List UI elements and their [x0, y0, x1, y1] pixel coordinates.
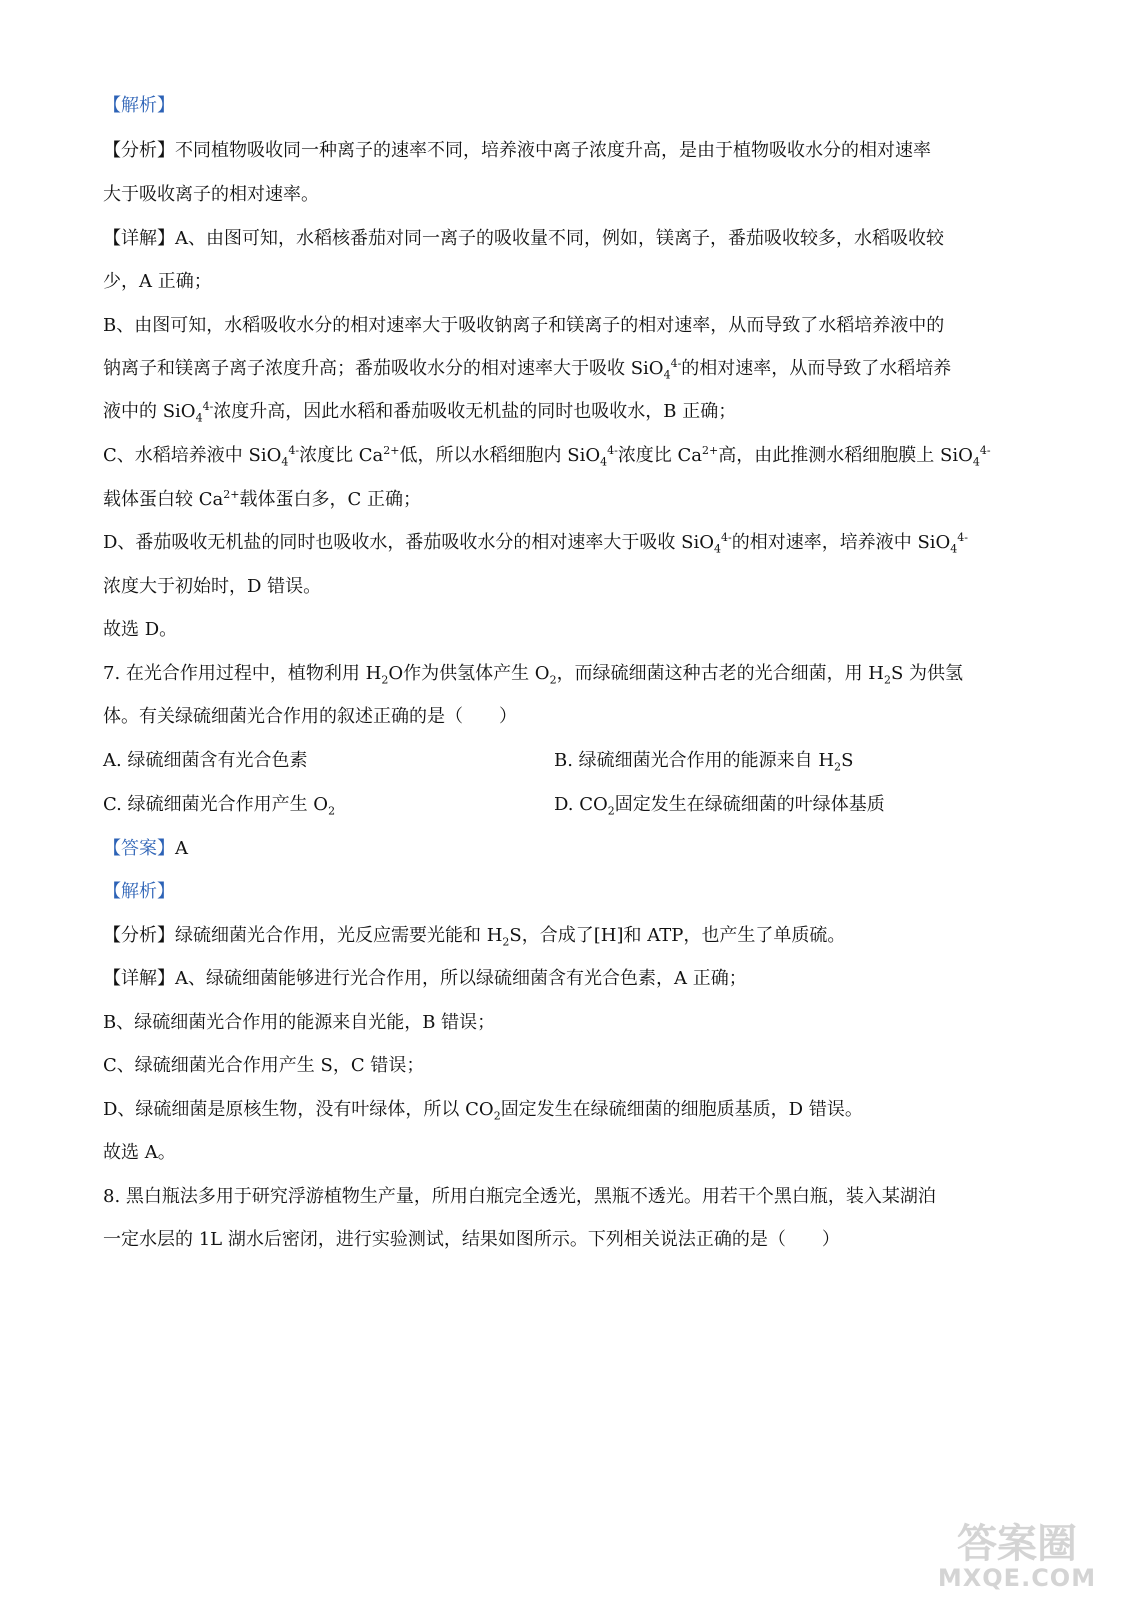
- text-segment: 7. 在光合作用过程中，植物利用 H: [103, 663, 382, 684]
- subscript: 4: [714, 542, 721, 556]
- fenxi-line-2: 大于吸收离子的相对速率。: [103, 184, 319, 205]
- q7-xiangjie-a-line: [103, 967, 747, 991]
- q7-xiangjie-c-line: C、绿硫细菌光合作用产生 S，C 错误；: [103, 1055, 425, 1076]
- xiangjie-c-line-2: [103, 488, 421, 512]
- subscript: 2: [549, 673, 557, 687]
- choose-line-6: 故选 D。: [103, 619, 178, 640]
- choose-line-7: 故选 A。: [103, 1142, 176, 1163]
- superscript: 4-: [670, 357, 682, 370]
- text-segment: S，合成了[H]和 ATP，也产生了单质硫。: [509, 925, 846, 946]
- q7-jiexi-heading: 【解析】: [103, 881, 175, 902]
- text-segment: C. 绿硫细菌光合作用产生 O: [103, 794, 329, 815]
- text-segment: ，而绿硫细菌这种古老的光合细菌，用 H: [556, 663, 884, 684]
- superscript: 4-: [979, 444, 991, 457]
- subscript: 2: [884, 673, 891, 687]
- text-segment: 浓度比 Ca: [299, 445, 384, 466]
- text-segment: D、番茄吸收无机盐的同时也吸收水，番茄吸收水分的相对速率大于吸收 SiO: [103, 532, 714, 553]
- q7-answer-line: [103, 837, 188, 861]
- answer-value: A: [175, 838, 188, 859]
- superscript: 2+: [383, 444, 400, 457]
- text-segment: 固定发生在绿硫细菌的细胞质基质，D 错误。: [500, 1099, 863, 1120]
- q7-option-a: A. 绿硫细菌含有光合色素: [103, 750, 308, 771]
- superscript: 4-: [202, 400, 214, 413]
- superscript: 4-: [288, 444, 300, 457]
- fenxi-text: 不同植物吸收同一种离子的速率不同，培养液中离子浓度升高，是由于植物吸收水分的相对速率: [175, 140, 931, 161]
- subscript: 4: [195, 411, 203, 425]
- subscript: 4: [972, 455, 980, 469]
- text-segment: A、绿硫细菌能够进行光合作用，所以绿硫细菌含有光合色素，A 正确；: [175, 968, 747, 989]
- subscript: 2: [328, 804, 336, 818]
- text-segment: D、绿硫细菌是原核生物，没有叶绿体，所以 CO: [103, 1099, 494, 1120]
- text-segment: 的相对速率，从而导致了水稻培养: [681, 358, 952, 379]
- watermark-logo: [917, 1522, 1117, 1592]
- q7-option-d: [554, 793, 885, 817]
- fenxi-label: 【分析】: [103, 140, 175, 161]
- fenxi-label: 【分析】: [103, 925, 175, 946]
- text-segment: C、水稻培养液中 SiO: [103, 445, 282, 466]
- xiangjie-b-line-2: [103, 357, 951, 381]
- text-segment: 液中的 SiO: [103, 401, 196, 422]
- xiangjie-label: 【详解】: [103, 968, 175, 989]
- subscript: 4: [950, 542, 958, 556]
- xiangjie-c-line-1: [103, 444, 991, 468]
- q7-xiangjie-b-line: B、绿硫细菌光合作用的能源来自光能，B 错误；: [103, 1012, 496, 1033]
- subscript: 2: [607, 804, 615, 818]
- subscript: 4: [600, 455, 608, 469]
- subscript: 4: [281, 455, 289, 469]
- xiangjie-a-line-2: 少，A 正确；: [103, 271, 212, 292]
- text-segment: B. 绿硫细菌光合作用的能源来自 H: [554, 750, 835, 771]
- xiangjie-d-line-2: 浓度大于初始时，D 错误。: [103, 576, 322, 597]
- superscript: 2+: [223, 488, 240, 501]
- answer-label: 【答案】: [103, 838, 175, 859]
- text-segment: D. CO: [554, 794, 608, 815]
- jiexi-heading: 【解析】: [103, 95, 175, 116]
- text-segment: 高，由此推测水稻细胞膜上 SiO: [718, 445, 973, 466]
- subscript: 2: [834, 760, 842, 774]
- superscript: 4-: [607, 444, 618, 457]
- xiangjie-a-line-1: [103, 227, 944, 251]
- superscript: 4-: [957, 531, 969, 544]
- xiangjie-b-line-3: [103, 400, 736, 424]
- q7-option-c: [103, 793, 335, 817]
- xiangjie-label: 【详解】: [103, 228, 175, 249]
- q7-stem-line-1: [103, 662, 963, 686]
- subscript: 2: [502, 935, 510, 949]
- q8-stem-line-2: 一定水层的 1L 湖水后密闭，进行实验测试，结果如图所示。下列相关说法正确的是（ ）: [103, 1229, 840, 1250]
- xiangjie-d-line-1: [103, 531, 968, 555]
- q7-stem-line-2: 体。有关绿硫细菌光合作用的叙述正确的是（ ）: [103, 706, 517, 727]
- text-segment: 载体蛋白多，C 正确；: [239, 489, 421, 510]
- q7-option-b: [554, 749, 853, 773]
- text-segment: 浓度比 Ca: [617, 445, 703, 466]
- subscript: 2: [381, 673, 389, 687]
- xiangjie-b-line-1: B、由图可知，水稻吸收水分的相对速率大于吸收钠离子和镁离子的相对速率，从而导致了水稻培养液中的: [103, 315, 945, 336]
- text-segment: 低，所以水稻细胞内 SiO: [399, 445, 601, 466]
- fenxi-line-1: [103, 139, 931, 163]
- text-segment: 的相对速率，培养液中 SiO: [731, 532, 951, 553]
- text-segment: S 为供氢: [891, 663, 964, 684]
- text-segment: O作为供氢体产生 O: [388, 663, 550, 684]
- subscript: 2: [493, 1109, 501, 1123]
- q8-stem-line-1: 8. 黑白瓶法多用于研究浮游植物生产量，所用白瓶完全透光，黑瓶不透光。用若干个黑白瓶，装入某湖泊: [103, 1186, 936, 1207]
- q7-fenxi-line: [103, 924, 845, 948]
- superscript: 4-: [721, 531, 732, 544]
- text-segment: 钠离子和镁离子离子浓度升高；番茄吸收水分的相对速率大于吸收 SiO: [103, 358, 664, 379]
- text-segment: 浓度升高，因此水稻和番茄吸收无机盐的同时也吸收水，B 正确；: [213, 401, 737, 422]
- subscript: 4: [663, 368, 671, 382]
- superscript: 2+: [702, 444, 719, 457]
- watermark-top: 答案圈: [957, 1521, 1077, 1567]
- text-segment: 固定发生在绿硫细菌的叶绿体基质: [614, 794, 885, 815]
- text-segment: S: [841, 750, 854, 771]
- text-segment: 载体蛋白较 Ca: [103, 489, 224, 510]
- q7-xiangjie-d-line: [103, 1098, 863, 1122]
- watermark-bottom: MXQE.COM: [937, 1564, 1097, 1592]
- xiangjie-a-text: A、由图可知，水稻核番茄对同一离子的吸收量不同，例如，镁离子，番茄吸收较多，水稻吸收较: [175, 228, 944, 249]
- text-segment: 绿硫细菌光合作用，光反应需要光能和 H: [175, 925, 503, 946]
